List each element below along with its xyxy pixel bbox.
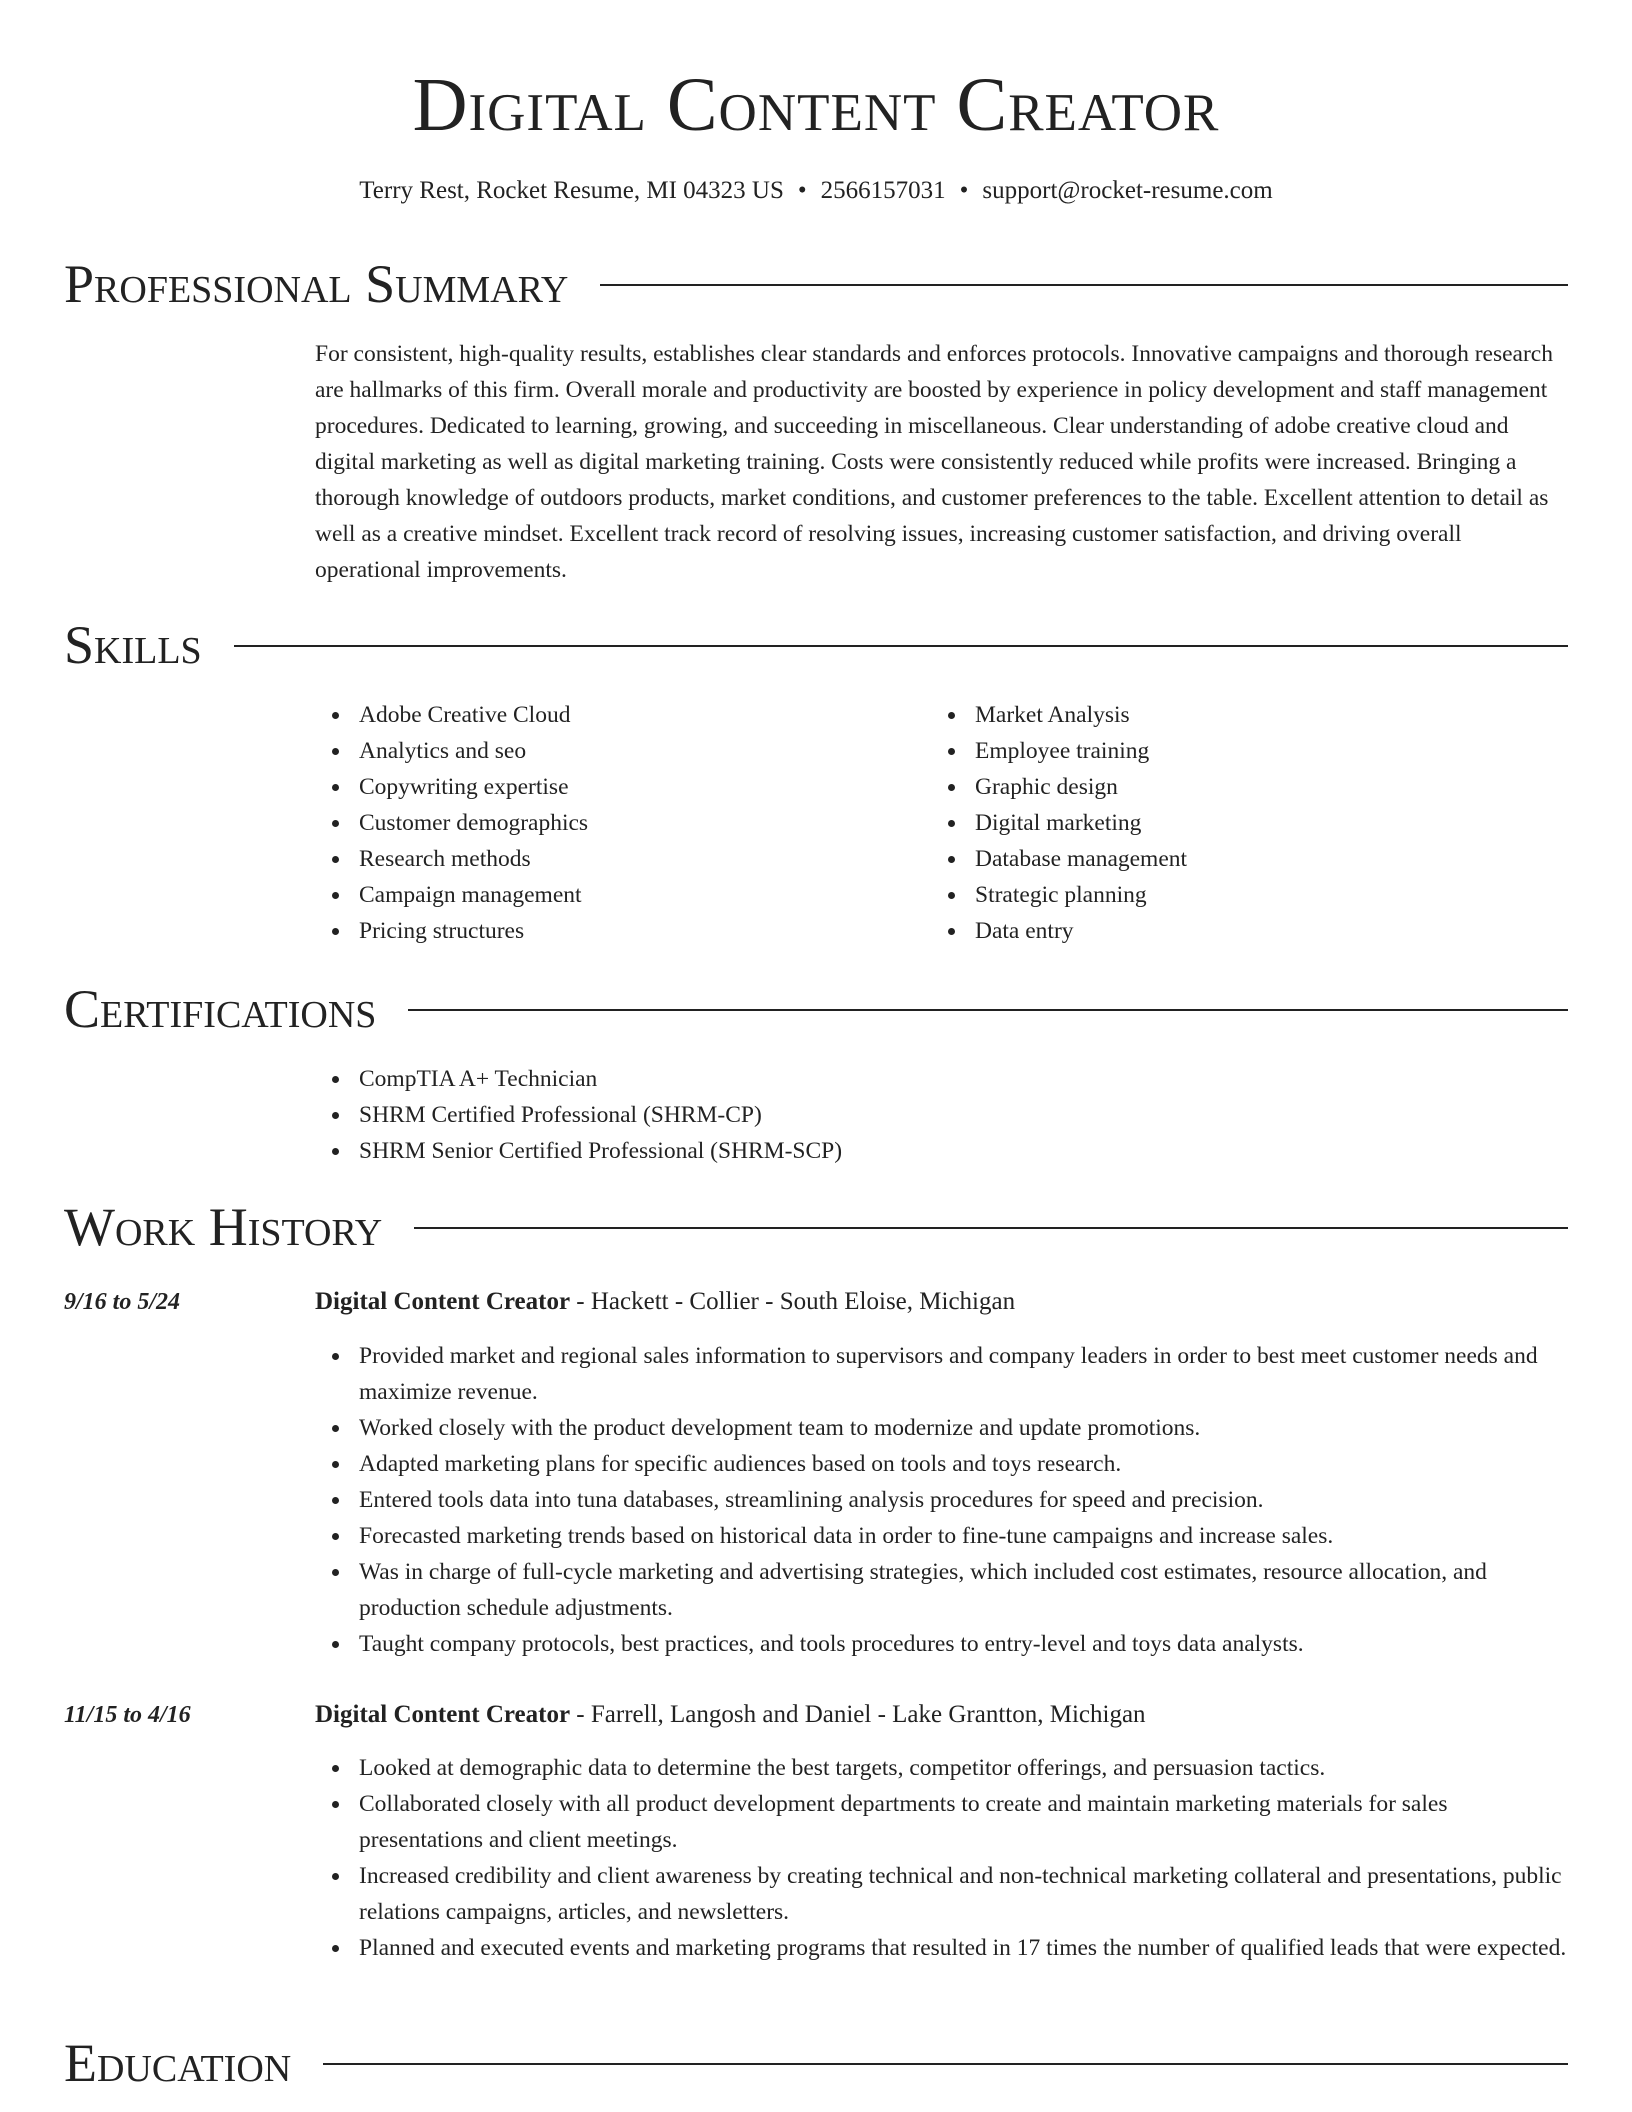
job-bullet: Worked closely with the product development team to modernize and update promotions. <box>359 1410 1568 1446</box>
job-bullet-list <box>315 1338 1568 1662</box>
job-bullet: Increased credibility and client awareness by creating technical and non-technical marketing collateral and presentations, public relations campaigns, articles, and newsletters. <box>359 1858 1568 1930</box>
certification-item: SHRM Senior Certified Professional (SHRM-SCP) <box>359 1133 1568 1169</box>
certifications-section-header <box>64 978 1568 1040</box>
skill-item: Employee training <box>975 733 1187 769</box>
job-bullet: Adapted marketing plans for specific audiences based on tools and toys research. <box>359 1446 1568 1482</box>
certification-item: CompTIA A+ Technician <box>359 1061 1568 1097</box>
contact-phone: 2566157031 <box>820 177 946 204</box>
section-title-skills: Skills <box>64 615 202 675</box>
contact-separator: • <box>797 177 807 204</box>
skill-item: Customer demographics <box>359 805 588 841</box>
skill-item: Copywriting expertise <box>359 769 588 805</box>
job-dates: 11/15 to 4/16 <box>64 1702 191 1728</box>
section-divider <box>600 284 1568 286</box>
section-divider <box>408 1009 1568 1011</box>
section-title-certifications: Certifications <box>64 979 377 1039</box>
skill-item: Market Analysis <box>975 697 1187 733</box>
job-bullet: Planned and executed events and marketing programs that resulted in 17 times the number of qualified leads that were expected. <box>359 1930 1568 1966</box>
job-bullet: Provided market and regional sales information to supervisors and company leaders in order to best meet customer needs and maximize revenue. <box>359 1338 1568 1410</box>
job-bullets <box>315 1750 1568 1966</box>
contact-line <box>0 174 1632 208</box>
summary-section-header <box>64 253 1568 315</box>
skill-item: Research methods <box>359 841 588 877</box>
skills-section-header <box>64 614 1568 676</box>
job-title-line <box>315 1284 1568 1320</box>
job-title-line <box>315 1697 1568 1733</box>
contact-separator: • <box>959 177 969 204</box>
certification-item: SHRM Certified Professional (SHRM-CP) <box>359 1097 1568 1133</box>
section-title-work-history: Work History <box>64 1197 383 1257</box>
skill-item: Analytics and seo <box>359 733 588 769</box>
skill-item: Graphic design <box>975 769 1187 805</box>
contact-email: support@rocket-resume.com <box>982 177 1273 204</box>
job-bullet: Collaborated closely with all product development departments to create and maintain marketing materials for sales presentations and client meetings. <box>359 1786 1568 1858</box>
job-company: - Hackett - Collier - South Eloise, Michigan <box>570 1288 1016 1315</box>
section-divider <box>414 1227 1568 1229</box>
summary-text: For consistent, high-quality results, establishes clear standards and enforces protocols. Innovative campaigns and thorough research are hallmarks of this firm. Overall morale and productivity are boosted by experience in policy development and staff management procedures. Dedicated to learning, growing, and succeeding in miscellaneous. Clear understanding of adobe creative cloud and digital marketing as well as digital marketing training. Costs were consistently reduced while profits were increased. Bringing a thorough knowledge of outdoors products, market conditions, and customer preferences to the table. Excellent attention to detail as well as a creative mindset. Excellent track record of resolving issues, increasing customer satisfaction, and driving overall operational improvements. <box>315 341 1553 583</box>
job-bullet: Was in charge of full-cycle marketing and advertising strategies, which included cost estimates, resource allocation, and production schedule adjustments. <box>359 1554 1568 1626</box>
section-title-education: Education <box>64 2033 292 2093</box>
job-bullets <box>315 1338 1568 1662</box>
contact-address: Terry Rest, Rocket Resume, MI 04323 US <box>359 177 784 204</box>
section-divider <box>234 645 1568 647</box>
skill-item: Pricing structures <box>359 913 588 949</box>
job-bullet: Looked at demographic data to determine the best targets, competitor offerings, and persuasion tactics. <box>359 1750 1568 1786</box>
job-bullet: Entered tools data into tuna databases, streamlining analysis procedures for speed and precision. <box>359 1482 1568 1518</box>
job-role: Digital Content Creator <box>315 1288 571 1315</box>
skill-item: Strategic planning <box>975 877 1187 913</box>
certifications-list <box>315 1061 1568 1169</box>
skill-item: Data entry <box>975 913 1187 949</box>
skill-item: Adobe Creative Cloud <box>359 697 588 733</box>
job-role: Digital Content Creator <box>315 1701 571 1728</box>
work-history-section-header <box>64 1196 1568 1258</box>
skills-list <box>315 697 1568 957</box>
education-section-header <box>64 2032 1568 2094</box>
skill-item: Campaign management <box>359 877 588 913</box>
skill-item: Digital marketing <box>975 805 1187 841</box>
resume-name-title: Digital Content Creator <box>412 63 1220 147</box>
section-divider <box>323 2063 1568 2065</box>
section-title-summary: Professional Summary <box>64 254 569 314</box>
job-bullet: Taught company protocols, best practices, and tools procedures to entry-level and toys data analysts. <box>359 1626 1568 1662</box>
job-company: - Farrell, Langosh and Daniel - Lake Grantton, Michigan <box>570 1701 1146 1728</box>
skills-column-right <box>931 697 1187 949</box>
skills-column-left <box>315 697 588 949</box>
job-bullet-list <box>315 1750 1568 1966</box>
skill-item: Database management <box>975 841 1187 877</box>
job-dates: 9/16 to 5/24 <box>64 1289 181 1315</box>
job-bullet: Forecasted marketing trends based on historical data in order to fine-tune campaigns and increase sales. <box>359 1518 1568 1554</box>
certifications-bullets <box>315 1061 1568 1169</box>
